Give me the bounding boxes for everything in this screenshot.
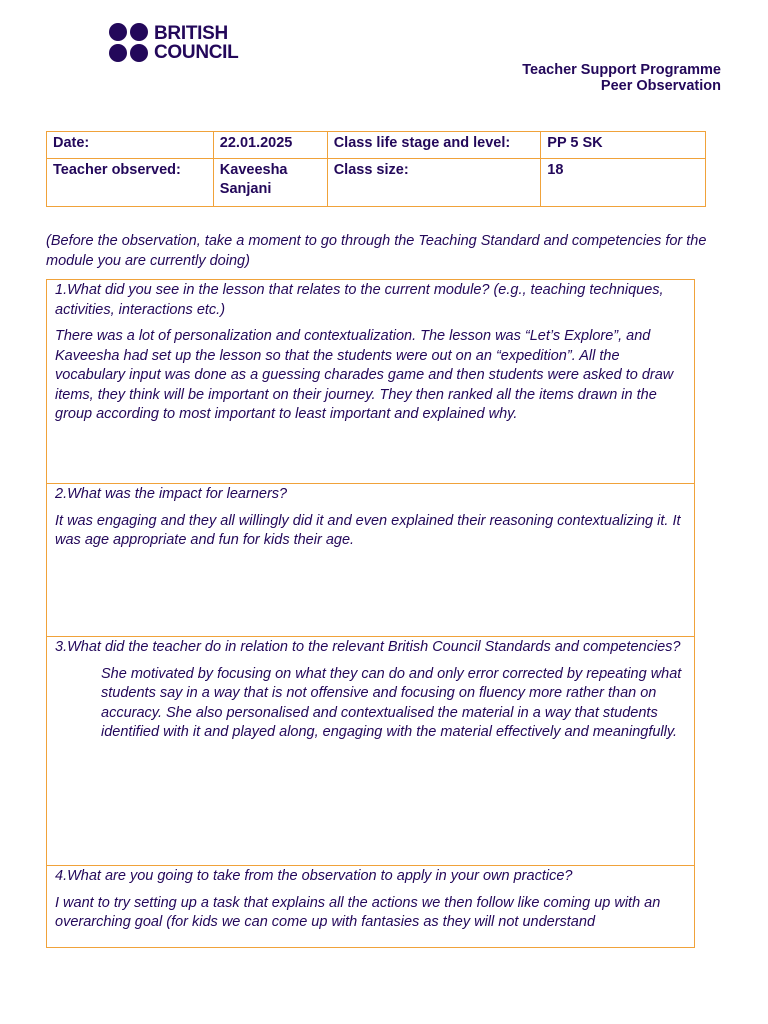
question-title: 1.What did you see in the lesson that relates to the current module? (e.g., teaching techniques, activities, interactions etc.) [55, 282, 664, 318]
stage-value: PP 5 SK [541, 132, 706, 159]
date-value: 22.01.2025 [213, 132, 327, 159]
observation-info-table [46, 131, 706, 207]
question-title: 3.What did the teacher do in relation to the relevant British Council Standards and competencies? [55, 639, 681, 655]
date-label: Date: [47, 132, 214, 159]
question-block-1 [47, 280, 694, 483]
question-title: 4.What are you going to take from the observation to apply in your own practice? [55, 868, 573, 884]
teacher-value: Kaveesha Sanjani [213, 159, 327, 207]
questions-table [46, 279, 695, 948]
table-row [47, 159, 706, 207]
document-subtitle: Peer Observation [600, 78, 721, 94]
teacher-label: Teacher observed: [47, 159, 214, 207]
size-label: Class size: [327, 159, 541, 207]
size-value: 18 [541, 159, 706, 207]
question-answer: She motivated by focusing on what they can do and only error corrected by repeating what students say in a way that is not offensive and focusing on fluency more rather than on accuracy. She also personalised and contextualised the material in a way that students identified with it and played along, engaging with the material effectively and meaningfully. [101, 665, 682, 740]
stage-label: Class life stage and level: [327, 132, 541, 159]
question-answer: It was engaging and they all willingly did it and even explained their reasoning contextualizing it. It was age appropriate and fun for kids their age. [55, 512, 681, 548]
british-council-logo [109, 23, 238, 62]
document-header [522, 62, 721, 94]
intro-note: (Before the observation, take a moment to go through the Teaching Standard and competencies for the module you are currently doing) [46, 233, 707, 269]
question-answer: I want to try setting up a task that explains all the actions we then follow like coming up with an overarching goal (for kids we can come up with fantasies as they will not understand [55, 894, 661, 930]
programme-title: Teacher Support Programme [522, 62, 721, 78]
question-block-4 [47, 865, 694, 947]
question-title: 2.What was the impact for learners? [55, 486, 288, 502]
question-block-2 [47, 483, 694, 636]
table-row [47, 132, 706, 159]
logo-text: BRITISH COUNCIL [154, 22, 239, 63]
question-answer: There was a lot of personalization and contextualization. The lesson was “Let’s Explore”, and Kaveesha had set up the lesson so that the students were out on an “expedition”. All the vocabulary input was done as a guessing charades game and then students were asked to draw items, they think will be important on their journey. They then ranked all the items drawn in the group according to most important to least important and explained why. [55, 328, 674, 422]
logo-dots-icon [109, 23, 148, 62]
question-block-3 [47, 636, 694, 865]
